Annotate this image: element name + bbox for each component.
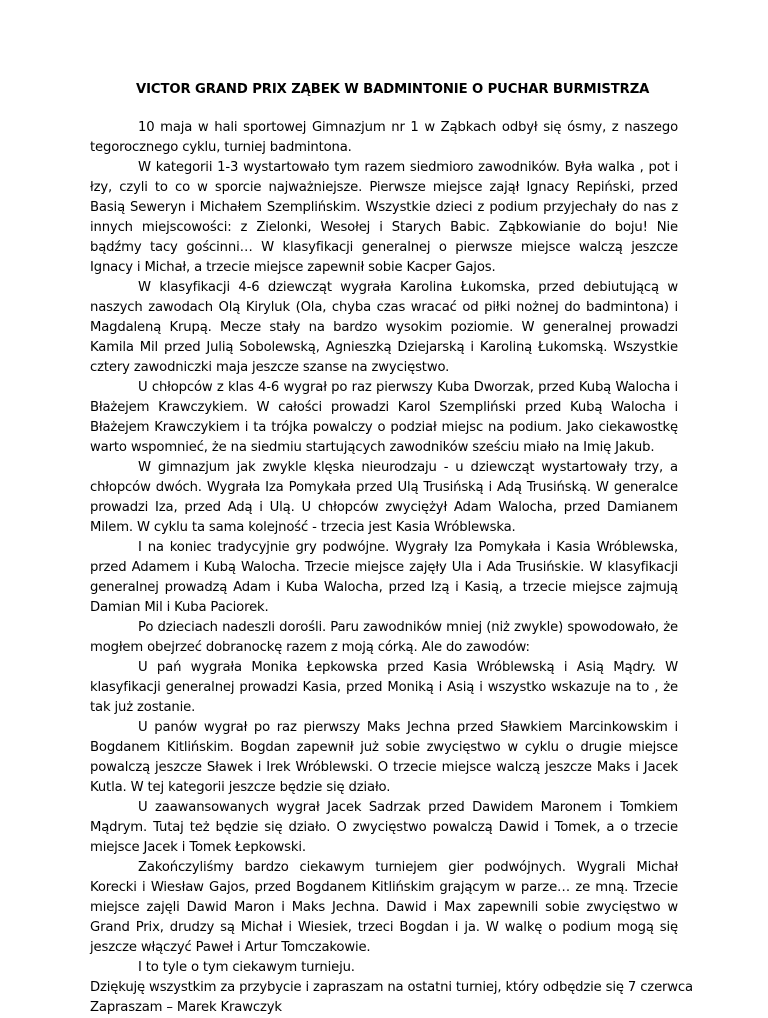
closing-signature: Zapraszam – Marek Krawczyk (90, 1000, 282, 1015)
paragraph-men: U panów wygrał po raz pierwszy Maks Jechna przed Sławkiem Marcinkowskim i Bogdanem Kitlińskim. Bogdan zapewnił już sobie zwycięstwo w cyklu o drugie miejsce powalczą jeszcze Sławek i Irek Wróblewski. O trzecie miejsce walczą jeszcze Maks i Jacek Kutla. W tej kategorii jeszcze będzie się działo. (90, 720, 678, 795)
paragraph-doubles-kids: I na koniec tradycyjnie gry podwójne. Wygrały Iza Pomykała i Kasia Wróblewska, przed Adamem i Kubą Walocha. Trzecie miejsce zajęły Ula i Ada Trusińskie. W klasyfikacji generalnej prowadzą Adam i Kuba Walocha, przed Izą i Kasią, a trzecie miejsce zajmują Damian Mil i Kuba Paciorek. (90, 540, 678, 615)
paragraph-advanced: U zaawansowanych wygrał Jacek Sadrzak przed Dawidem Maronem i Tomkiem Mądrym. Tutaj też będzie się działo. O zwycięstwo powalczą Dawid i Tomek, a o trzecie miejsce Jacek i Tomek Łepkowski. (90, 800, 678, 855)
paragraph-adults-intro: Po dzieciach nadeszli dorośli. Paru zawodników mniej (niż zwykle) spowodowało, że mogłem obejrzeć dobranockę razem z moją córką. Ale do zawodów: (90, 620, 678, 655)
paragraph-category-1-3: W kategorii 1-3 wystartowało tym razem siedmioro zawodników. Była walka , pot i łzy, czyli to co w sporcie najważniejsze. Pierwsze miejsce zajął Ignacy Repiński, przed Basią Seweryn i Michałem Szemplińskim. Wszystkie dzieci z podium przyjechały do nas z innych miejscowości: z Zielonki, Wesołej i Starych Babic. Ząbkowianie do boju! Nie bądźmy tacy gościnni… W klasyfikacji generalnej o pierwsze miejsce walczą jeszcze Ignacy i Michał, a trzecie miejsce zapewnił sobie Kacper Gajos. (90, 160, 678, 275)
paragraph-doubles-adults: Zakończyliśmy bardzo ciekawym turniejem gier podwójnych. Wygrali Michał Korecki i Wiesław Gajos, przed Bogdanem Kitlińskim grającym w parze… ze mną. Trzecie miejsce zajęli Dawid Maron i Maks Jechna. Dawid i Max zapewnili sobie zwycięstwo w Grand Prix, drudzy są Michał i Wiesiek, trzeci Bogdan i ja. W walkę o podium mogą się jeszcze włączyć Paweł i Artur Tomczakowie. (90, 860, 678, 955)
paragraph-gimnazjum: W gimnazjum jak zwykle klęska nieurodzaju - u dziewcząt wystartowały trzy, a chłopców dwóch. Wygrała Iza Pomykała przed Ulą Trusińską i Adą Trusińską. W generalce prowadzi Iza, przed Adą i Ulą. U chłopców zwyciężył Adam Walocha, przed Damianem Milem. W cyklu ta sama kolejność - trzecia jest Kasia Wróblewska. (90, 460, 678, 535)
paragraph-girls-4-6: W klasyfikacji 4-6 dziewcząt wygrała Karolina Łukomska, przed debiutującą w naszych zawodach Olą Kiryluk (Ola, chyba czas wracać od piłki nożnej do badmintona) i Magdaleną Krupą. Mecze stały na bardzo wysokim poziomie. W generalnej prowadzi Kamila Mil przed Julią Sobolewską, Agnieszką Dziejarską i Karoliną Łukomską. Wszystkie cztery zawodniczki maja jeszcze szanse na zwycięstwo. (90, 280, 678, 375)
paragraph-summary: I to tyle o tym ciekawym turnieju. (138, 960, 355, 975)
paragraph-boys-4-6: U chłopców z klas 4-6 wygrał po raz pierwszy Kuba Dworzak, przed Kubą Walocha i Błażejem Krawczykiem. W całości prowadzi Karol Szempliński przed Kubą Walocha i Błażejem Krawczykiem i ta trójka powalczy o podział miejsc na podium. Jako ciekawostkę warto wspomnieć, że na siedmiu startujących zawodników sześciu miało na Imię Jakub. (90, 380, 678, 455)
paragraph-women: U pań wygrała Monika Łepkowska przed Kasia Wróblewską i Asią Mądry. W klasyfikacji generalnej prowadzi Kasia, przed Moniką i Asią i wszystko wskazuje na to , że tak już zostanie. (90, 660, 678, 715)
paragraph-intro: 10 maja w hali sportowej Gimnazjum nr 1 w Ząbkach odbył się ósmy, z naszego tegorocznego cyklu, turniej badmintona. (90, 120, 678, 155)
closing-thanks: Dziękuję wszystkim za przybycie i zapraszam na ostatni turniej, który odbędzie się 7 czerwca (90, 980, 693, 995)
document-title: VICTOR GRAND PRIX ZĄBEK W BADMINTONIE O PUCHAR BURMISTRZA (136, 82, 650, 97)
